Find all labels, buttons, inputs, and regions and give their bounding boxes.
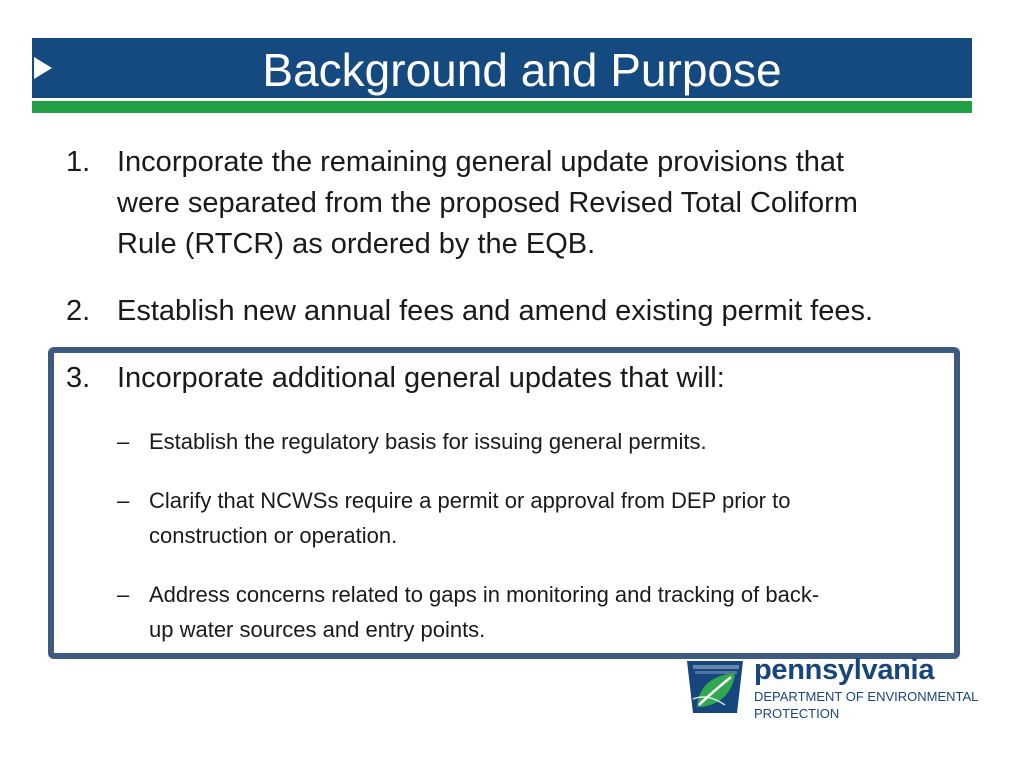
dash-bullet: – [117, 429, 130, 454]
list-text-line: Rule (RTCR) as ordered by the EQB. [117, 228, 596, 260]
sub-text-line: up water sources and entry points. [149, 617, 486, 642]
logo-department [754, 688, 978, 722]
sub-text-line: Address concerns related to gaps in monitoring and tracking of back- [149, 582, 820, 607]
dash-bullet: – [117, 582, 130, 607]
sub-text-line: construction or operation. [149, 523, 398, 548]
slide-title: Background and Purpose [262, 44, 782, 96]
list-number: 3. [66, 362, 91, 394]
list-text-line: Incorporate the remaining general update provisions that [117, 146, 845, 178]
list-text-line: were separated from the proposed Revised Total Coliform [117, 187, 858, 219]
keystone-leaf-icon [683, 655, 747, 719]
sub-text-line: Establish the regulatory basis for issuing general permits. [149, 429, 707, 454]
list-number: 2. [66, 295, 91, 327]
list-number: 1. [66, 146, 91, 178]
dash-bullet: – [117, 488, 130, 513]
pa-dep-logo [683, 655, 983, 721]
sub-text-line: Clarify that NCWSs require a permit or approval from DEP prior to [149, 488, 791, 513]
logo-department-line: PROTECTION [754, 706, 840, 721]
accent-bar [32, 101, 972, 113]
list-text-line: Incorporate additional general updates that will: [117, 362, 725, 394]
logo-name: pennsylvania [754, 654, 935, 686]
logo-department-line: DEPARTMENT OF ENVIRONMENTAL [754, 689, 979, 704]
list-text-line: Establish new annual fees and amend existing permit fees. [117, 295, 874, 327]
